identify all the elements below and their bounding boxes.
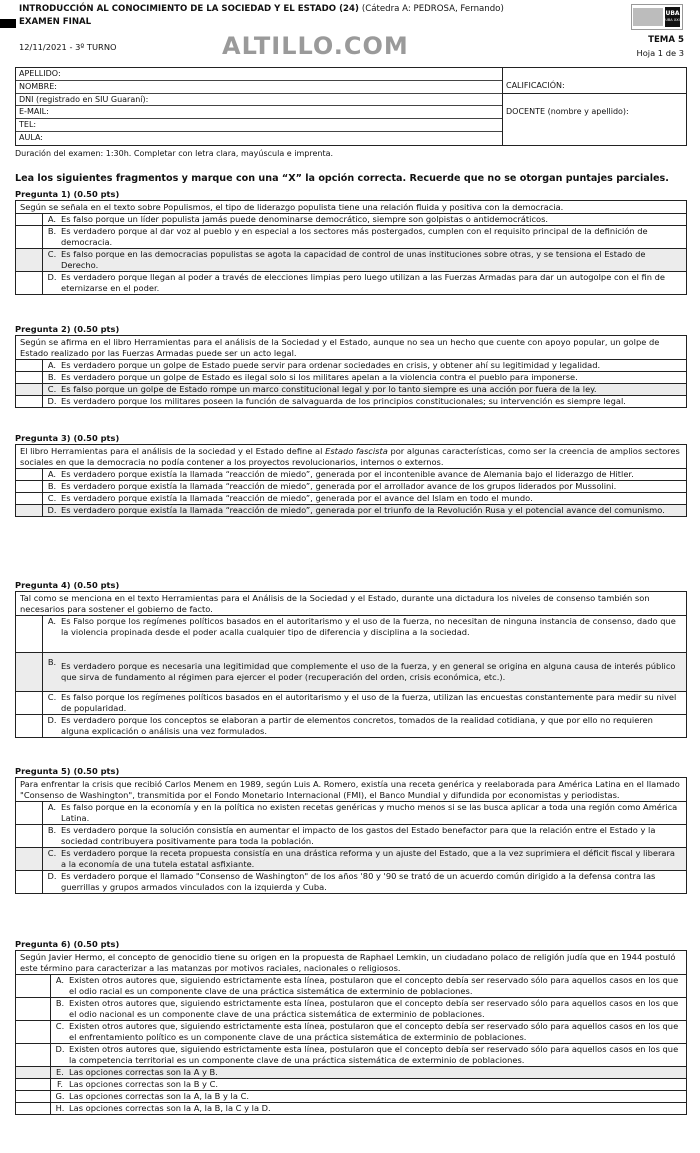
logo-subtext: UBA XXI xyxy=(665,18,680,22)
mark-cell[interactable] xyxy=(16,802,43,824)
option-text: Las opciones correctas son la A, la B, la C y la D. xyxy=(69,1103,271,1113)
student-data-box xyxy=(15,67,687,146)
option-text: Existen otros autores que, siguiendo estrictamente esta línea, postularon que el concepto debía ser reservado sólo para aquellos casos en los que la competencia territorial es un componente clave de una práctica sistemática de exterminio de poblaciones. xyxy=(69,1044,679,1065)
mark-cell[interactable] xyxy=(16,692,43,714)
question-5 xyxy=(15,766,687,894)
option-d[interactable] xyxy=(15,1044,687,1067)
option-letter: B. xyxy=(47,372,57,382)
option-a[interactable] xyxy=(15,802,687,825)
option-letter: C. xyxy=(55,1021,65,1031)
student-fields xyxy=(16,68,503,145)
option-text: Es verdadero porque los militares poseen la función de salvaguarda de los principios constitucionales; su intervención es siempre legal. xyxy=(61,396,626,406)
uba-logo xyxy=(631,4,683,30)
mark-cell[interactable] xyxy=(16,715,43,737)
instructions: Lea los siguientes fragmentos y marque con una “X” la opción correcta. Recuerde que no se otorgan puntajes parciales. xyxy=(15,173,669,184)
option-d[interactable] xyxy=(15,396,687,408)
question-3 xyxy=(15,433,687,517)
field-apellido[interactable]: APELLIDO: xyxy=(16,68,502,81)
option-text: Las opciones correctas son la A, la B y la C. xyxy=(69,1091,250,1101)
mark-cell[interactable] xyxy=(16,469,43,480)
mark-cell[interactable] xyxy=(16,493,43,504)
option-letter: F. xyxy=(56,1079,64,1089)
question-statement: Según se señala en el texto sobre Populismos, el tipo de liderazgo populista tiene una relación fluida y positiva con la democracia. xyxy=(15,200,687,214)
option-letter: A. xyxy=(47,469,57,479)
option-c[interactable] xyxy=(15,848,687,871)
option-b[interactable] xyxy=(15,481,687,493)
option-letter: D. xyxy=(47,715,57,725)
option-c[interactable] xyxy=(15,692,687,715)
option-text: Es verdadero porque un golpe de Estado puede servir para ordenar sociedades en crisis, y obtener ahí su legitimidad y legalidad. xyxy=(61,360,601,370)
option-letter: A. xyxy=(55,975,65,985)
option-letter: D. xyxy=(47,272,57,282)
question-1 xyxy=(15,189,687,295)
question-label: Pregunta 2) (0.50 pts) xyxy=(15,324,120,334)
mark-cell[interactable] xyxy=(16,1044,51,1066)
option-letter: C. xyxy=(47,692,57,702)
mark-cell[interactable] xyxy=(16,616,43,652)
option-d[interactable] xyxy=(15,871,687,894)
option-a[interactable] xyxy=(15,360,687,372)
option-letter: B. xyxy=(47,825,57,835)
field-tel[interactable]: TEL: xyxy=(16,119,502,132)
option-text: Es verdadero porque la receta propuesta consistía en una drástica reforma y un ajuste del Estado, que a la vez suprimiera el déficit fiscal y liberara a la economía de una tutela estatal asfixiante. xyxy=(61,848,675,869)
option-letter: E. xyxy=(56,1067,64,1077)
question-label: Pregunta 4) (0.50 pts) xyxy=(15,580,120,590)
mark-cell[interactable] xyxy=(16,249,43,271)
question-6 xyxy=(15,939,687,1115)
option-d[interactable] xyxy=(15,505,687,517)
option-b[interactable] xyxy=(15,372,687,384)
mark-cell[interactable] xyxy=(16,360,43,371)
mark-cell[interactable] xyxy=(16,975,51,997)
mark-cell[interactable] xyxy=(16,1079,51,1090)
option-text: Es verdadero porque los conceptos se elaboran a partir de elementos concretos, tomados de la realidad cotidiana, y que por ello no requieren alguna explicación o análisis una vez formulados. xyxy=(61,715,653,736)
option-f[interactable] xyxy=(15,1079,687,1091)
option-text: Es verdadero porque existía la llamada “reacción de miedo”, generada por el incontenible avance de Alemania bajo el liderazgo de Hitler. xyxy=(61,469,634,479)
option-letter: D. xyxy=(47,396,57,406)
docente-label: DOCENTE (nombre y apellido): xyxy=(506,107,629,116)
mark-cell[interactable] xyxy=(16,1103,51,1114)
mark-cell[interactable] xyxy=(16,226,43,248)
option-letter: D. xyxy=(47,871,57,881)
mark-cell[interactable] xyxy=(16,825,43,847)
course-title-text: INTRODUCCIÓN AL CONOCIMIENTO DE LA SOCIEDAD Y EL ESTADO (24) xyxy=(19,4,359,14)
option-letter: H. xyxy=(55,1103,65,1113)
question-statement xyxy=(15,444,687,469)
question-label: Pregunta 6) (0.50 pts) xyxy=(15,939,120,949)
divider xyxy=(502,93,686,94)
field-dni[interactable]: DNI (registrado en SIU Guaraní): xyxy=(16,94,502,107)
mark-cell[interactable] xyxy=(16,272,43,294)
option-letter: B. xyxy=(47,481,57,491)
option-b[interactable] xyxy=(15,653,687,692)
statement-pre: El libro Herramientas para el análisis de la sociedad y el Estado define al xyxy=(20,446,326,456)
mark-cell[interactable] xyxy=(16,871,43,893)
option-c[interactable] xyxy=(15,384,687,396)
watermark: ALTILLO.COM xyxy=(222,32,409,60)
question-4 xyxy=(15,580,687,738)
option-c[interactable] xyxy=(15,249,687,272)
logo-box xyxy=(665,7,680,27)
option-text: Es verdadero porque es necesaria una legitimidad que complemente el uso de la fuerza, y en general se origina en alguna causa de interés público que sirva de fundamento al régimen para ejercer el poder (recuperación del orden, crisis económica, etc.). xyxy=(61,661,676,682)
statement-post: por algunas características, como ser la creencia de amplios sectores sociales en que la democracia no podía contener a los proyectos revolucionarios, internos o externos. xyxy=(20,446,680,467)
mark-cell[interactable] xyxy=(16,1021,51,1043)
exam-date: 12/11/2021 - 3º TURNO xyxy=(19,42,117,52)
option-text: Es Falso porque los regímenes políticos basados en el autoritarismo y el uso de la fuerza, no necesitan de ninguna instancia de consenso, dado que la violencia propinada desde el poder acalla cualquier tipo de diferencia y disciplina a la sociedad. xyxy=(61,616,676,637)
option-d[interactable] xyxy=(15,272,687,295)
mark-cell[interactable] xyxy=(16,481,43,492)
mark-cell[interactable] xyxy=(16,214,43,225)
mark-cell[interactable] xyxy=(16,653,43,691)
option-letter: B. xyxy=(55,998,65,1008)
mark-cell[interactable] xyxy=(16,505,43,516)
mark-cell[interactable] xyxy=(16,848,43,870)
page-counter: Hoja 1 de 3 xyxy=(636,48,684,58)
option-letter: C. xyxy=(47,848,57,858)
option-letter: A. xyxy=(47,214,57,224)
option-a[interactable] xyxy=(15,975,687,998)
question-statement: Tal como se menciona en el texto Herramientas para el Análisis de la Sociedad y el Estado, durante una dictadura los niveles de consenso también son necesarios para sostener el gobierno de facto. xyxy=(15,591,687,616)
option-text: Es verdadero porque existía la llamada “reacción de miedo”, generada por el triunfo de la Revolución Rusa y el potencial avance del comunismo. xyxy=(61,505,665,515)
question-statement: Para enfrentar la crisis que recibió Carlos Menem en 1989, según Luis A. Romero, existía una receta genérica y reelaborada para América Latina en el llamado "Consenso de Washington", transmitida por el Fondo Monetario Internacional (FMI), el Banco Mundial y difundida por economistas y periodistas. xyxy=(15,777,687,802)
option-letter: D. xyxy=(47,505,57,515)
option-letter: C. xyxy=(47,249,57,259)
statement-emphasis: Estado fascista xyxy=(325,446,388,456)
option-text: Es verdadero porque llegan al poder a través de elecciones limpias pero luego utilizan a las Fuerzas Armadas para dar un autogolpe con el fin de eternizarse en el poder. xyxy=(61,272,666,293)
question-label: Pregunta 1) (0.50 pts) xyxy=(15,189,120,199)
option-d[interactable] xyxy=(15,715,687,738)
calificacion-label: CALIFICACIÓN: xyxy=(506,81,565,90)
option-text: Las opciones correctas son la A y B. xyxy=(69,1067,218,1077)
option-c[interactable] xyxy=(15,493,687,505)
option-text: Existen otros autores que, siguiendo estrictamente esta línea, postularon que el concepto debía ser reservado sólo para aquellos casos en los que el enfrentamiento político es un componente clave de una práctica sistemática de exterminio de poblaciones. xyxy=(69,1021,679,1042)
option-text: Es falso porque en las democracias populistas se agota la capacidad de control de unas instituciones sobre otras, y se tensiona el Estado de Derecho. xyxy=(61,249,646,270)
option-a[interactable] xyxy=(15,214,687,226)
option-letter: G. xyxy=(55,1091,65,1101)
option-text: Es verdadero porque al dar voz al pueblo y en especial a los sectores más postergados, cumplen con el requisito principal de la definición de democracia. xyxy=(61,226,648,247)
option-letter: C. xyxy=(47,384,57,394)
option-letter: B. xyxy=(47,657,57,667)
exam-type: EXAMEN FINAL xyxy=(19,17,92,27)
option-h[interactable] xyxy=(15,1103,687,1115)
option-text: Existen otros autores que, siguiendo estrictamente esta línea, postularon que el concepto debía ser reservado sólo para aquellos casos en los que el odio racial es un componente clave de una práctica sistemática de exterminio de poblaciones. xyxy=(69,975,679,996)
option-letter: B. xyxy=(47,226,57,236)
question-label: Pregunta 5) (0.50 pts) xyxy=(15,766,120,776)
mark-cell[interactable] xyxy=(16,1067,51,1078)
option-e[interactable] xyxy=(15,1067,687,1079)
question-label: Pregunta 3) (0.50 pts) xyxy=(15,433,120,443)
option-text: Las opciones correctas son la B y C. xyxy=(69,1079,218,1089)
option-c[interactable] xyxy=(15,1021,687,1044)
option-a[interactable] xyxy=(15,616,687,653)
option-letter: A. xyxy=(47,616,57,626)
option-b[interactable] xyxy=(15,825,687,848)
mark-cell[interactable] xyxy=(16,396,43,407)
field-aula[interactable]: AULA: xyxy=(19,133,43,143)
option-a[interactable] xyxy=(15,469,687,481)
question-statement: Según se afirma en el libro Herramientas para el análisis de la Sociedad y el Estado, aunque no sea un hecho que cuente con apoyo popular, un golpe de Estado realizado por las Fuerzas Armadas puede ser un acto legal. xyxy=(15,335,687,360)
option-letter: D. xyxy=(55,1044,65,1054)
mark-cell[interactable] xyxy=(16,1091,51,1102)
mark-cell[interactable] xyxy=(16,998,51,1020)
option-text: Es falso porque en la economía y en la política no existen recetas genéricas y mucho menos si se las busca aplicar a toda una región como América Latina. xyxy=(61,802,678,823)
logo-text: UBA xyxy=(665,10,680,17)
option-letter: C. xyxy=(47,493,57,503)
option-g[interactable] xyxy=(15,1091,687,1103)
duration-note: Duración del examen: 1:30h. Completar con letra clara, mayúscula e imprenta. xyxy=(15,149,334,158)
course-title xyxy=(19,4,504,14)
option-text: Es verdadero porque existía la llamada “reacción de miedo”, generada por el arrollador avance de los grupos liderados por Mussolini. xyxy=(61,481,617,491)
option-text: Es verdadero porque el llamado "Consenso de Washington" de los años '80 y '90 se trató de un acuerdo común dirigido a la defensa contra las guerrillas y grupos armados vinculados con la izquierda y Cuba. xyxy=(61,871,656,892)
tema-label: TEMA 5 xyxy=(648,35,684,45)
option-b[interactable] xyxy=(15,226,687,249)
option-letter: A. xyxy=(47,360,57,370)
catedra-text: (Cátedra A: PEDROSA, Fernando) xyxy=(361,4,504,14)
option-text: Existen otros autores que, siguiendo estrictamente esta línea, postularon que el concepto debía ser reservado sólo para aquellos casos en los que el odio nacional es un componente clave de una práctica sistemática de exterminio de poblaciones. xyxy=(69,998,679,1019)
field-nombre[interactable]: NOMBRE: xyxy=(16,81,502,94)
question-2 xyxy=(15,324,687,408)
logo-mark xyxy=(633,8,663,26)
option-letter: A. xyxy=(47,802,57,812)
mark-cell[interactable] xyxy=(16,372,43,383)
question-statement: Según Javier Hermo, el concepto de genocidio tiene su origen en la propuesta de Raphael Lemkin, un ciudadano polaco de religión judía que en 1944 postuló este término para caracterizar a las matanzas por motivos raciales, nacionales o religiosos. xyxy=(15,950,687,975)
option-text: Es falso porque un golpe de Estado rompe un marco constitucional legal y por lo tanto siempre es una acción por fuera de la ley. xyxy=(61,384,597,394)
option-text: Es falso porque los regímenes políticos basados en el autoritarismo y el uso de la fuerza, utilizan las encuestas constantemente para medir su nivel de popularidad. xyxy=(61,692,677,713)
option-text: Es falso porque un líder populista jamás puede denominarse democrático, siempre son golpistas o antidemocráticos. xyxy=(61,214,549,224)
mark-cell[interactable] xyxy=(16,384,43,395)
field-email[interactable]: E-MAIL: xyxy=(16,106,502,119)
redaction-bar xyxy=(0,19,16,28)
option-text: Es verdadero porque la solución consistía en aumentar el impacto de los gastos del Estado benefactor para que la relación entre el Estado y la sociedad contribuyera positivamente para toda la población. xyxy=(61,825,656,846)
option-text: Es verdadero porque existía la llamada “reacción de miedo”, generada por el avance del Islam en todo el mundo. xyxy=(61,493,533,503)
option-text: Es verdadero porque un golpe de Estado es ilegal solo si los militares apelan a la violencia contra el pueblo para imponerse. xyxy=(61,372,578,382)
option-b[interactable] xyxy=(15,998,687,1021)
